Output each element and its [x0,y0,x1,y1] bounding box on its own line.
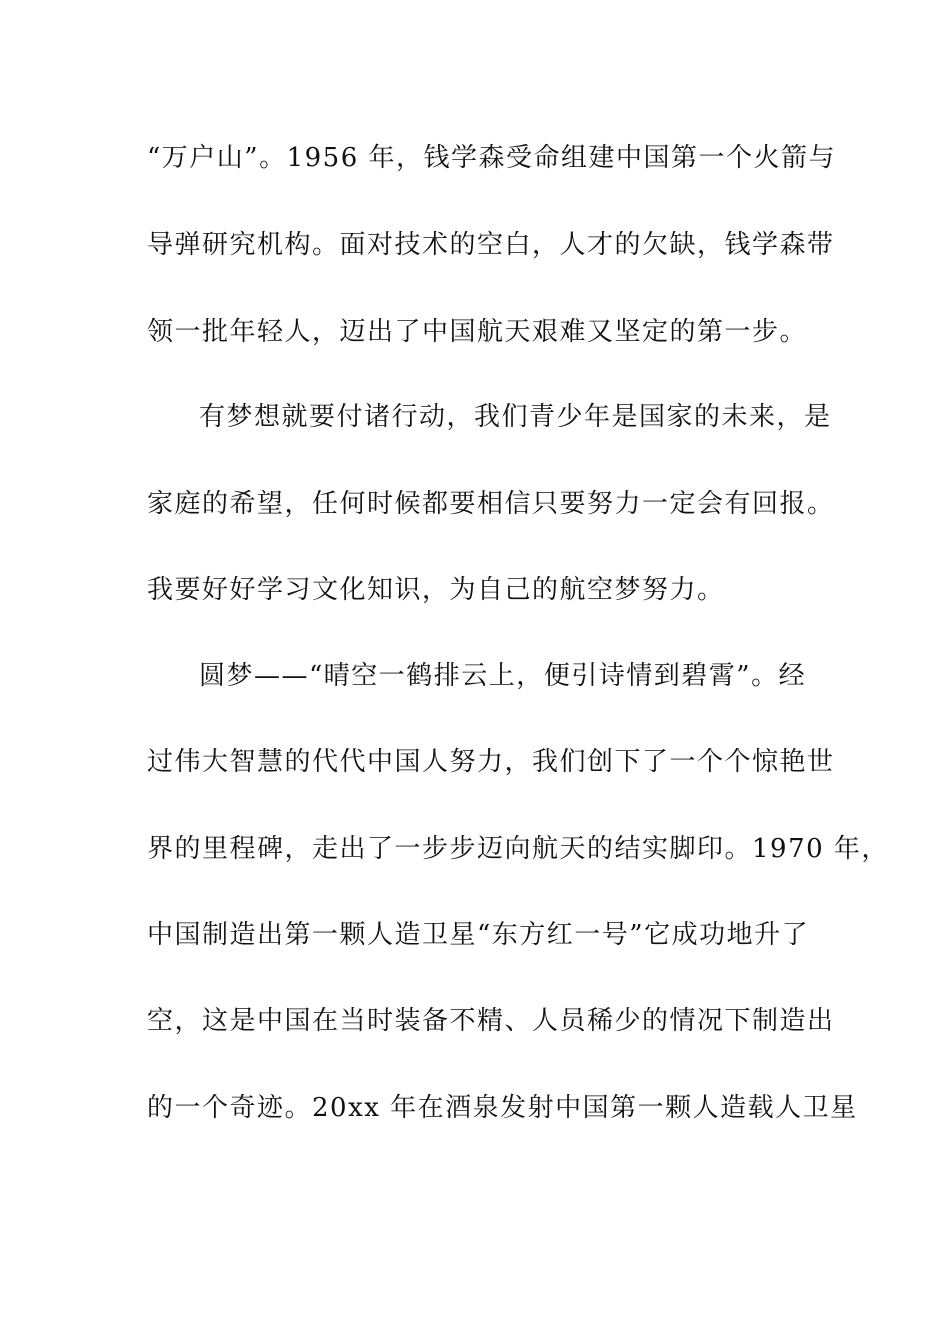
text-line: 导弹研究机构。面对技术的空白，人才的欠缺，钱学森带 [147,230,835,260]
text-line: 空，这是中国在当时装备不精、人员稀少的情况下制造出 [147,1006,835,1036]
paragraph-first-line: 有梦想就要付诸行动，我们青少年是国家的未来，是 [199,402,832,432]
text-line: 中国制造出第一颗人造卫星“东方红一号”它成功地升了 [147,920,810,950]
text-line: 我要好好学习文化知识，为自己的航空梦努力。 [147,575,725,605]
text-line: 的一个奇迹。20xx 年在酒泉发射中国第一颗人造载人卫星 [147,1093,858,1123]
paragraph-first-line: 圆梦——“晴空一鹤排云上，便引诗情到碧霄”。经 [199,661,807,691]
text-line: 家庭的希望，任何时候都要相信只要努力一定会有回报。 [147,489,835,519]
text-line: 界的里程碑，走出了一步步迈向航天的结实脚印。1970 年， [147,834,889,864]
text-line: “万户山”。1956 年，钱学森受命组建中国第一个火箭与 [147,143,837,173]
text-line: 过伟大智慧的代代中国人努力，我们创下了一个个惊艳世 [147,747,835,777]
text-line: 领一批年轻人，迈出了中国航天艰难又坚定的第一步。 [147,317,808,347]
